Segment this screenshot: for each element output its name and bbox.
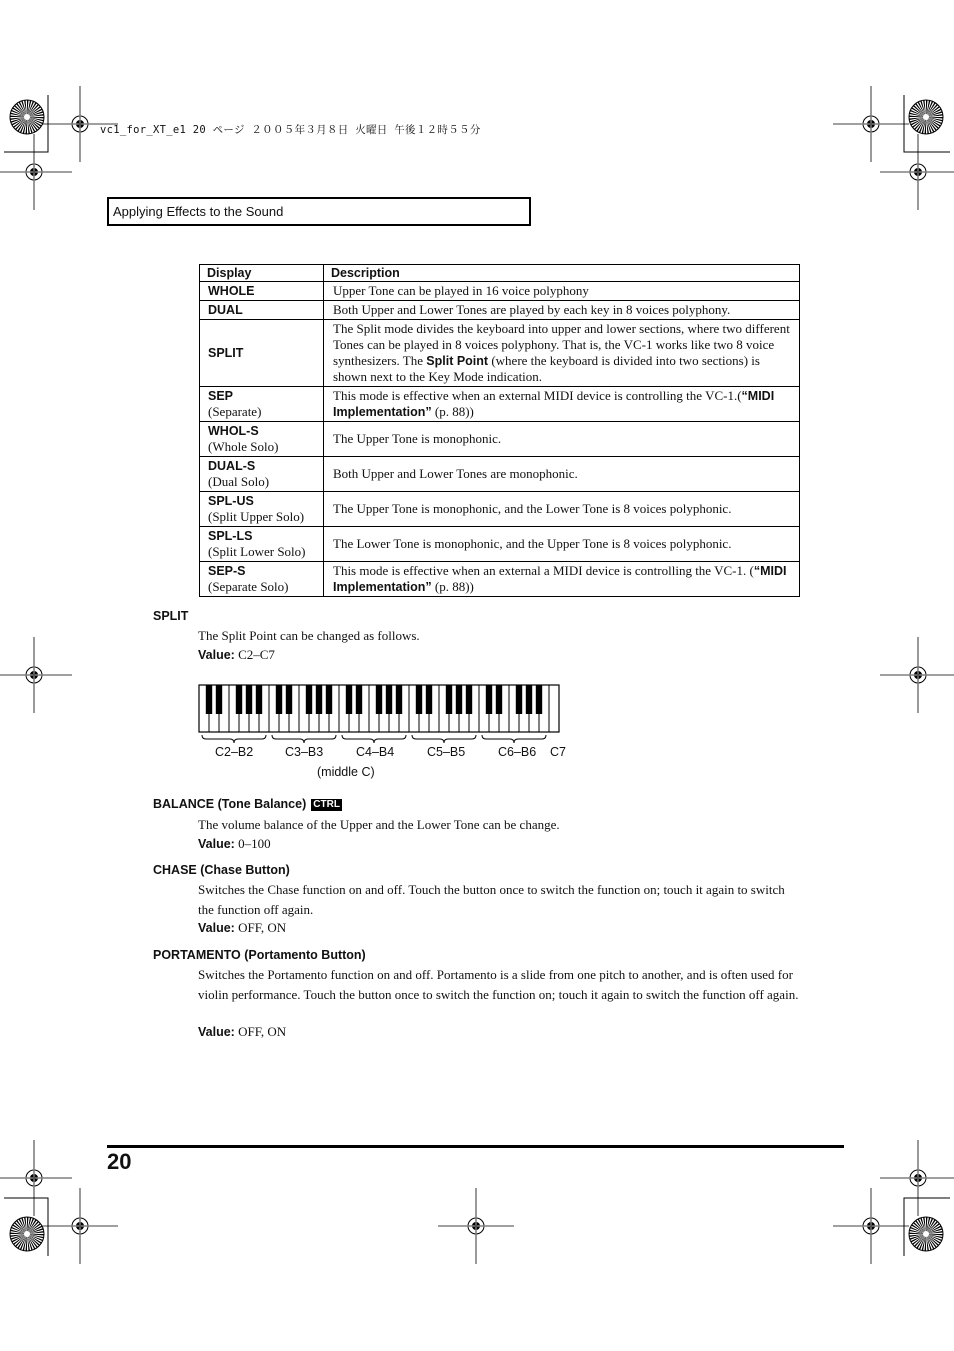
starburst-center [923, 114, 929, 120]
display-name: SPL-LS [208, 529, 253, 543]
display-name: SPL-US [208, 494, 254, 508]
black-key [526, 685, 532, 714]
display-cell [200, 422, 324, 457]
portamento-text: Switches the Portamento function on and off. Portamento is a slide from one pitch to another, and is often used for violin performance. Touch the button once to switch the function on; touch it again to switch the function off again. [198, 967, 799, 1002]
portamento-value-options: OFF, ON [238, 1024, 287, 1039]
crosshair-mark [0, 637, 72, 713]
description-bold: “MIDI Implementation” [333, 389, 775, 419]
crosshair-mark [0, 134, 72, 210]
balance-value [198, 836, 271, 852]
black-key [346, 685, 352, 714]
keyboard-label-c7: C7 [550, 745, 566, 759]
display-subtitle: (Separate Solo) [208, 579, 289, 594]
crosshair-mark [880, 637, 954, 713]
display-cell [200, 301, 324, 320]
starburst-center [923, 1231, 929, 1237]
description-cell [324, 387, 800, 422]
display-name: SPLIT [208, 346, 244, 360]
black-key [246, 685, 252, 714]
table-row [200, 492, 800, 527]
description-cell: Upper Tone can be played in 16 voice polyphony [324, 282, 800, 301]
table-row [200, 457, 800, 492]
chase-heading: CHASE (Chase Button) [153, 863, 290, 877]
description-cell: Both Upper and Lower Tones are monophonic. [324, 457, 800, 492]
black-key [396, 685, 402, 714]
running-head: Applying Effects to the Sound [107, 197, 531, 226]
table-row [200, 282, 800, 301]
black-key [486, 685, 492, 714]
display-cell [200, 457, 324, 492]
display-subtitle: (Whole Solo) [208, 439, 279, 454]
starburst-mark [10, 100, 44, 134]
display-name: DUAL [208, 303, 243, 317]
description-cell: The Upper Tone is monophonic. [324, 422, 800, 457]
table-row [200, 422, 800, 457]
black-key [326, 685, 332, 714]
black-key [536, 685, 542, 714]
table-row [200, 562, 800, 597]
display-subtitle: (Split Upper Solo) [208, 509, 305, 524]
keyboard-label-c4-b4: C4–B4 [356, 745, 395, 759]
display-cell [200, 320, 324, 387]
description-text: This mode is effective when an external a MIDI device is controlling the VC-1. ( [333, 563, 754, 578]
black-key [316, 685, 322, 714]
display-cell [200, 282, 324, 301]
description-text: The Split mode divides the keyboard into upper and lower sections, where two different Tones can be played in 8 voices polyphony. That is, the VC-1 works like two 8 voice synthesizers. The [333, 321, 790, 368]
crosshair-mark [438, 1188, 514, 1264]
octave-brace [202, 735, 266, 743]
keyboard-label-c6-b6: C6–B6 [498, 745, 537, 759]
chase-text: Switches the Chase function on and off. Touch the button once to switch the function on; touch it again to switch the function off again. [198, 882, 785, 917]
black-key [276, 685, 282, 714]
black-key [206, 685, 212, 714]
crosshair-mark [833, 86, 909, 162]
black-key [356, 685, 362, 714]
keyboard-diagram [196, 682, 568, 746]
display-subtitle: (Separate) [208, 404, 262, 419]
portamento-value [198, 1024, 286, 1040]
display-name: SEP [208, 389, 234, 403]
table-body [200, 282, 800, 597]
black-key [236, 685, 242, 714]
keyboard-label-c3-b3: C3–B3 [285, 745, 324, 759]
table-header-row [200, 265, 800, 282]
value-label: Value: [198, 648, 235, 662]
description-text: This mode is effective when an external MIDI device is controlling the VC-1.( [333, 388, 742, 403]
chase-value [198, 920, 286, 936]
crosshair-mark [880, 1140, 954, 1216]
description-text: (where the keyboard is divided into two sections) is shown next to the Key Mode indication. [333, 353, 760, 384]
description-cell: The Upper Tone is monophonic, and the Lower Tone is 8 voices polyphonic. [324, 492, 800, 527]
value-label: Value: [198, 1025, 235, 1039]
print-info: vc1_for_XT_e1 20 ページ ２００５年３月８日 火曜日 午後１２時５５分 [100, 124, 481, 136]
starburst-mark [909, 1217, 943, 1251]
display-cell [200, 527, 324, 562]
display-name: SEP-S [208, 564, 246, 578]
crosshair-mark [0, 1140, 72, 1216]
value-label: Value: [198, 921, 235, 935]
black-key [456, 685, 462, 714]
description-cell [324, 562, 800, 597]
balance-heading-text: BALANCE (Tone Balance) [153, 797, 307, 811]
display-cell [200, 492, 324, 527]
octave-brace [272, 735, 336, 743]
balance-text: The volume balance of the Upper and the Lower Tone can be change. [198, 817, 560, 832]
black-key [446, 685, 452, 714]
crosshair-mark [880, 134, 954, 210]
starburst-center [24, 114, 30, 120]
description-text: (p. 88)) [431, 404, 474, 419]
column-header-description: Description [324, 265, 800, 282]
display-cell [200, 562, 324, 597]
starburst-center [24, 1231, 30, 1237]
black-key [376, 685, 382, 714]
black-key [496, 685, 502, 714]
black-key [516, 685, 522, 714]
black-key [286, 685, 292, 714]
octave-brace [482, 735, 546, 743]
value-label: Value: [198, 837, 235, 851]
description-text: (p. 88)) [431, 579, 474, 594]
column-header-display: Display [200, 265, 324, 282]
display-subtitle: (Dual Solo) [208, 474, 270, 489]
keyboard-label-c5-b5: C5–B5 [427, 745, 466, 759]
black-key [416, 685, 422, 714]
starburst-mark [10, 1217, 44, 1251]
black-key [306, 685, 312, 714]
description-cell [324, 320, 800, 387]
crosshair-mark [42, 1188, 118, 1264]
starburst-mark [909, 100, 943, 134]
middle-c-label: (middle C) [317, 765, 375, 779]
crosshair-mark [833, 1188, 909, 1264]
table-row [200, 320, 800, 387]
display-cell [200, 387, 324, 422]
chase-value-options: OFF, ON [238, 920, 287, 935]
description-cell: Both Upper and Lower Tones are played by each key in 8 voices polyphony. [324, 301, 800, 320]
key-mode-table [199, 264, 800, 597]
table-row [200, 387, 800, 422]
black-key [216, 685, 222, 714]
keyboard-label-c2-b2: C2–B2 [215, 745, 254, 759]
balance-value-range: 0–100 [238, 836, 271, 851]
balance-heading [153, 797, 342, 811]
description-bold: Split Point [426, 354, 489, 368]
table-row [200, 301, 800, 320]
split-value-range: C2–C7 [238, 647, 275, 662]
black-key [426, 685, 432, 714]
octave-brace [342, 735, 406, 743]
split-value [198, 647, 275, 663]
ctrl-badge: CTRL [313, 799, 340, 810]
octave-brace [412, 735, 476, 743]
split-text: The Split Point can be changed as follows. [198, 628, 420, 643]
display-name: WHOLE [208, 284, 255, 298]
split-heading: SPLIT [153, 609, 189, 623]
display-name: WHOL-S [208, 424, 259, 438]
description-cell: The Lower Tone is monophonic, and the Upper Tone is 8 voices polyphonic. [324, 527, 800, 562]
black-key [466, 685, 472, 714]
footer-rule [107, 1145, 844, 1148]
black-key [386, 685, 392, 714]
display-name: DUAL-S [208, 459, 256, 473]
page-number: 20 [107, 1149, 132, 1174]
portamento-heading: PORTAMENTO (Portamento Button) [153, 948, 366, 962]
display-subtitle: (Split Lower Solo) [208, 544, 306, 559]
description-bold: “MIDI Implementation” [333, 564, 787, 594]
black-key [256, 685, 262, 714]
table-row [200, 527, 800, 562]
